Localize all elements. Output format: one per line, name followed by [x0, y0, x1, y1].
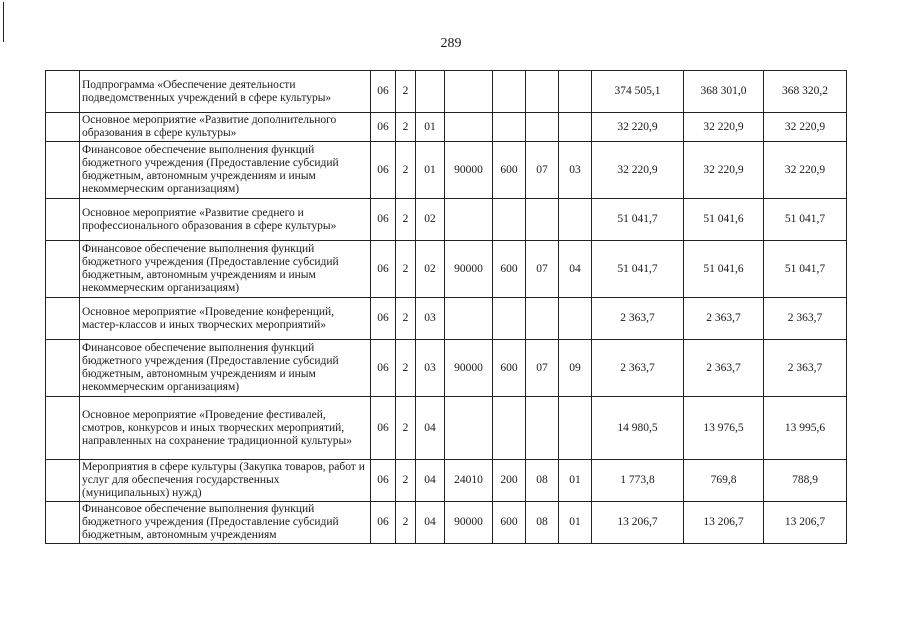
amount-year-2: 13 976,5	[684, 397, 764, 460]
code-expense-type	[493, 397, 526, 460]
blank-cell	[46, 142, 80, 199]
code-program: 2	[396, 397, 416, 460]
page-number: 289	[440, 36, 462, 51]
code-subsection	[559, 71, 592, 113]
code-subsection: 04	[559, 241, 592, 298]
amount-year-2: 51 041,6	[684, 199, 764, 241]
code-direction: 24010	[445, 460, 493, 502]
code-event	[416, 71, 445, 113]
code-section	[526, 298, 559, 340]
code-expense-type	[493, 298, 526, 340]
code-direction	[445, 397, 493, 460]
code-direction	[445, 199, 493, 241]
amount-year-3: 51 041,7	[764, 241, 847, 298]
code-program: 2	[396, 460, 416, 502]
budget-table	[45, 70, 847, 544]
code-section	[526, 113, 559, 142]
code-section: 08	[526, 460, 559, 502]
code-section: 07	[526, 340, 559, 397]
code-program: 2	[396, 298, 416, 340]
code-subsection: 01	[559, 460, 592, 502]
code-subsection	[559, 298, 592, 340]
amount-year-2: 769,8	[684, 460, 764, 502]
blank-cell	[46, 502, 80, 544]
row-name: Основное мероприятие «Развитие среднего и профессионального образования в сфере культуры»	[80, 199, 371, 241]
amount-year-3: 788,9	[764, 460, 847, 502]
code-subsection	[559, 199, 592, 241]
amount-year-1: 374 505,1	[592, 71, 684, 113]
row-name: Подпрограмма «Обеспечение деятельности подведомственных учреждений в сфере культуры»	[80, 71, 371, 113]
code-program: 2	[396, 340, 416, 397]
table-row	[46, 142, 847, 199]
code-subsection	[559, 397, 592, 460]
code-section: 07	[526, 241, 559, 298]
code-subsection: 09	[559, 340, 592, 397]
code-program: 2	[396, 71, 416, 113]
code-event: 02	[416, 199, 445, 241]
code-ministry: 06	[371, 340, 396, 397]
amount-year-3: 13 206,7	[764, 502, 847, 544]
table-row	[46, 113, 847, 142]
code-program: 2	[396, 502, 416, 544]
code-event: 01	[416, 142, 445, 199]
code-ministry: 06	[371, 502, 396, 544]
code-event: 03	[416, 298, 445, 340]
code-section: 08	[526, 502, 559, 544]
row-name: Мероприятия в сфере культуры (Закупка товаров, работ и услуг для обеспечения государственных (муниципальных) нужд)	[80, 460, 371, 502]
amount-year-2: 2 363,7	[684, 340, 764, 397]
amount-year-1: 51 041,7	[592, 199, 684, 241]
row-name: Финансовое обеспечение выполнения функций бюджетного учреждения (Предоставление субсидий бюджетным, автономным учреждениям и иным некоммерческим организациям)	[80, 241, 371, 298]
table-row	[46, 340, 847, 397]
code-event: 04	[416, 397, 445, 460]
code-expense-type: 600	[493, 142, 526, 199]
code-expense-type	[493, 71, 526, 113]
code-section	[526, 397, 559, 460]
code-program: 2	[396, 142, 416, 199]
amount-year-2: 368 301,0	[684, 71, 764, 113]
blank-cell	[46, 71, 80, 113]
amount-year-1: 2 363,7	[592, 340, 684, 397]
blank-cell	[46, 113, 80, 142]
amount-year-3: 32 220,9	[764, 113, 847, 142]
code-expense-type: 200	[493, 460, 526, 502]
code-program: 2	[396, 241, 416, 298]
code-event: 02	[416, 241, 445, 298]
code-direction	[445, 71, 493, 113]
code-expense-type: 600	[493, 502, 526, 544]
code-ministry: 06	[371, 397, 396, 460]
amount-year-2: 51 041,6	[684, 241, 764, 298]
code-ministry: 06	[371, 71, 396, 113]
code-subsection	[559, 113, 592, 142]
blank-cell	[46, 199, 80, 241]
amount-year-1: 1 773,8	[592, 460, 684, 502]
code-subsection: 03	[559, 142, 592, 199]
amount-year-2: 32 220,9	[684, 142, 764, 199]
row-name: Финансовое обеспечение выполнения функций бюджетного учреждения (Предоставление субсидий бюджетным, автономным учреждениям и иным некоммерческим организациям)	[80, 142, 371, 199]
code-section	[526, 71, 559, 113]
code-ministry: 06	[371, 142, 396, 199]
amount-year-2: 2 363,7	[684, 298, 764, 340]
amount-year-3: 2 363,7	[764, 298, 847, 340]
amount-year-3: 368 320,2	[764, 71, 847, 113]
amount-year-2: 32 220,9	[684, 113, 764, 142]
amount-year-3: 32 220,9	[764, 142, 847, 199]
code-direction: 90000	[445, 340, 493, 397]
table-row	[46, 397, 847, 460]
table-row	[46, 199, 847, 241]
table-row	[46, 241, 847, 298]
code-section: 07	[526, 142, 559, 199]
code-ministry: 06	[371, 241, 396, 298]
amount-year-1: 13 206,7	[592, 502, 684, 544]
code-expense-type: 600	[493, 241, 526, 298]
code-section	[526, 199, 559, 241]
code-program: 2	[396, 113, 416, 142]
code-ministry: 06	[371, 460, 396, 502]
code-direction: 90000	[445, 502, 493, 544]
code-direction	[445, 298, 493, 340]
code-direction	[445, 113, 493, 142]
blank-cell	[46, 298, 80, 340]
amount-year-1: 14 980,5	[592, 397, 684, 460]
code-event: 04	[416, 502, 445, 544]
code-program: 2	[396, 199, 416, 241]
amount-year-1: 51 041,7	[592, 241, 684, 298]
table-row	[46, 460, 847, 502]
blank-cell	[46, 397, 80, 460]
code-subsection: 01	[559, 502, 592, 544]
row-name: Основное мероприятие «Проведение фестивалей, смотров, конкурсов и иных творческих мероприятий, направленных на сохранение традиционной культуры»	[80, 397, 371, 460]
code-event: 03	[416, 340, 445, 397]
blank-cell	[46, 340, 80, 397]
row-name: Основное мероприятие «Развитие дополнительного образования в сфере культуры»	[80, 113, 371, 142]
amount-year-3: 2 363,7	[764, 340, 847, 397]
table-row	[46, 298, 847, 340]
code-expense-type: 600	[493, 340, 526, 397]
code-event: 01	[416, 113, 445, 142]
code-event: 04	[416, 460, 445, 502]
amount-year-2: 13 206,7	[684, 502, 764, 544]
amount-year-1: 32 220,9	[592, 142, 684, 199]
table-row	[46, 502, 847, 544]
amount-year-3: 13 995,6	[764, 397, 847, 460]
code-ministry: 06	[371, 199, 396, 241]
amount-year-1: 2 363,7	[592, 298, 684, 340]
amount-year-3: 51 041,7	[764, 199, 847, 241]
amount-year-1: 32 220,9	[592, 113, 684, 142]
code-expense-type	[493, 113, 526, 142]
row-name: Основное мероприятие «Проведение конференций, мастер-классов и иных творческих мероприятий»	[80, 298, 371, 340]
code-expense-type	[493, 199, 526, 241]
blank-cell	[46, 460, 80, 502]
code-ministry: 06	[371, 113, 396, 142]
code-ministry: 06	[371, 298, 396, 340]
row-name: Финансовое обеспечение выполнения функций бюджетного учреждения (Предоставление субсидий бюджетным, автономным учреждениям	[80, 502, 371, 544]
code-direction: 90000	[445, 241, 493, 298]
blank-cell	[46, 241, 80, 298]
row-name: Финансовое обеспечение выполнения функций бюджетного учреждения (Предоставление субсидий бюджетным, автономным учреждениям и иным некоммерческим организациям)	[80, 340, 371, 397]
table-row	[46, 71, 847, 113]
code-direction: 90000	[445, 142, 493, 199]
